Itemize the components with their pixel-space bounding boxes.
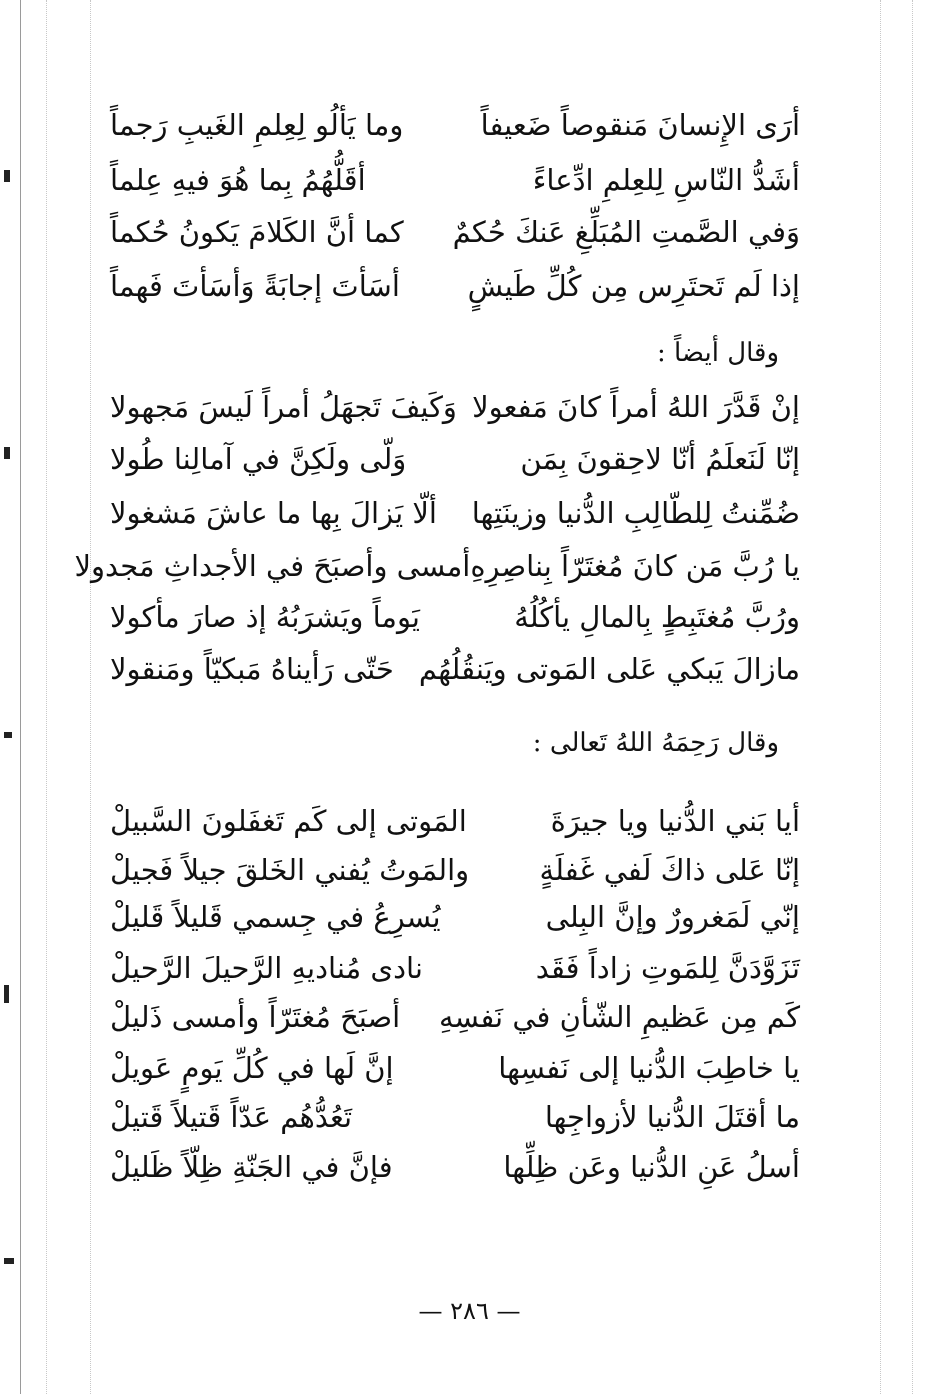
first-hemistich: ورُبَّ مُغتَبِطٍ بِالمالِ يأكُلُهُ — [514, 599, 800, 634]
second-hemistich: كما أنَّ الكَلامَ يَكونُ حُكماً — [110, 214, 404, 249]
first-hemistich: إذا لَم تَحتَرِس مِن كُلِّ طَيشٍ — [467, 268, 800, 303]
verse-line — [74, 537, 800, 595]
scan-dotted-line — [90, 0, 91, 1394]
second-hemistich: المَوتى إلى كَم تَغفَلونَ السَّبيلْ — [110, 803, 467, 838]
verse-line — [110, 203, 800, 261]
first-hemistich: ما أقتَلَ الدُّنيا لأزواجِها — [544, 1099, 800, 1134]
scan-mark — [4, 985, 9, 1003]
first-hemistich: إنّا عَلى ذاكَ لَفي غَفلَةٍ — [539, 852, 800, 887]
first-hemistich: إنْ قَدَّرَ اللهُ أمراً كانَ مَفعولا — [472, 389, 800, 424]
verse-line — [110, 430, 800, 488]
second-hemistich: والمَوتُ يُفني الخَلقَ جيلاً فَجيلْ — [110, 852, 470, 887]
page-edge — [20, 0, 21, 1394]
first-hemistich: تَزَوَّدَنَّ لِلمَوتِ زاداً فَقَد — [535, 950, 800, 985]
scan-mark — [4, 1258, 14, 1264]
verse-line — [110, 640, 800, 698]
second-hemistich: أمسى وأصبَحَ في الأجداثِ مَجدولا — [74, 548, 471, 583]
second-hemistich: إنَّ لَها في كُلِّ يَومٍ عَويلْ — [110, 1050, 394, 1085]
first-hemistich: يا رُبَّ مَن كانَ مُغتَرّاً بِناصِرِهِ — [470, 548, 800, 583]
second-hemistich: ألّا يَزالَ بِها ما عاشَ مَشغولا — [110, 495, 437, 530]
first-hemistich: أسلُ عَنِ الدُّنيا وعَن ظِلِّها — [503, 1149, 800, 1184]
first-hemistich: مازالَ يَبكي عَلى المَوتى ويَنقُلُهُم — [418, 651, 800, 686]
first-hemistich: وَفي الصَّمتِ المُبَلِّغِ عَنكَ حُكمٌ — [452, 214, 800, 249]
first-hemistich: ضُمِّنتُ لِلطّالِبِ الدُّنيا وزينَتِها — [471, 495, 800, 530]
second-hemistich: يُسرِعُ في جِسمي قَليلاً قَليلْ — [110, 899, 441, 934]
scan-dotted-line — [46, 0, 47, 1394]
second-hemistich: تَعُدُّهُم عَدّاً قَتيلاً قَتيلْ — [110, 1099, 353, 1134]
verse-line — [110, 151, 800, 209]
second-hemistich: أصبَحَ مُغتَرّاً وأمسى ذَليلْ — [110, 999, 401, 1034]
second-hemistich: فإنَّ في الجَنّةِ ظِلّاً ظَليلْ — [110, 1149, 393, 1184]
second-hemistich: أقَلُّهُمُ بِما هُوَ فيهِ عِلماً — [110, 162, 366, 197]
verse-line — [110, 988, 800, 1046]
second-hemistich: وما يَألُو لِعِلمِ الغَيبِ رَجماً — [110, 107, 404, 142]
second-hemistich: يَوماً ويَشرَبُهُ إذ صارَ مأكولا — [110, 599, 420, 634]
second-hemistich: وَلّى ولَكِنَّ في آمالِنا طُولا — [110, 441, 407, 476]
first-hemistich: أيا بَني الدُّنيا ويا جيرَةَ — [550, 803, 800, 838]
first-hemistich: أرَى الإِنسانَ مَنقوصاً ضَعيفاً — [480, 107, 800, 142]
verse-line — [110, 588, 800, 646]
second-hemistich: أسَأتَ إجابَةً وَأسَأتَ فَهماً — [110, 268, 400, 303]
first-hemistich: كَم مِن عَظيمِ الشّأنِ في نَفسِهِ — [438, 999, 800, 1034]
verse-line — [110, 96, 800, 154]
first-hemistich: إنّي لَمَغرورٌ وإنَّ البِلى — [545, 899, 800, 934]
scan-mark — [4, 447, 10, 459]
second-hemistich: وَكَيفَ تَجهَلُ أمراً لَيسَ مَجهولا — [110, 389, 457, 424]
scan-mark — [4, 732, 12, 738]
poem-intro: وقال أيضاً : — [656, 338, 779, 368]
verse-line — [110, 257, 800, 315]
first-hemistich: يا خاطِبَ الدُّنيا إلى نَفسِها — [498, 1050, 800, 1085]
second-hemistich: نادى مُناديهِ الرَّحيلَ الرَّحيلْ — [110, 950, 423, 985]
poem-intro: وقال رَحِمَهُ اللهُ تَعالى : — [532, 728, 779, 758]
second-hemistich: حَتّى رَأيناهُ مَبكيّاً ومَنقولا — [110, 651, 394, 686]
page-number: — ٢٨٦ — — [418, 1297, 521, 1325]
verse-line — [110, 378, 800, 436]
verse-line — [110, 484, 800, 542]
first-hemistich: أشَدُّ النّاسِ لِلعِلمِ ادِّعاءً — [532, 162, 800, 197]
first-hemistich: إنّا لَنَعلَمُ أنّا لاحِقونَ بِمَن — [520, 441, 800, 476]
scan-mark — [4, 170, 10, 182]
verse-line — [110, 1138, 800, 1196]
verse-line — [110, 888, 800, 946]
scan-dotted-line — [880, 0, 881, 1394]
scan-dotted-line — [912, 0, 913, 1394]
